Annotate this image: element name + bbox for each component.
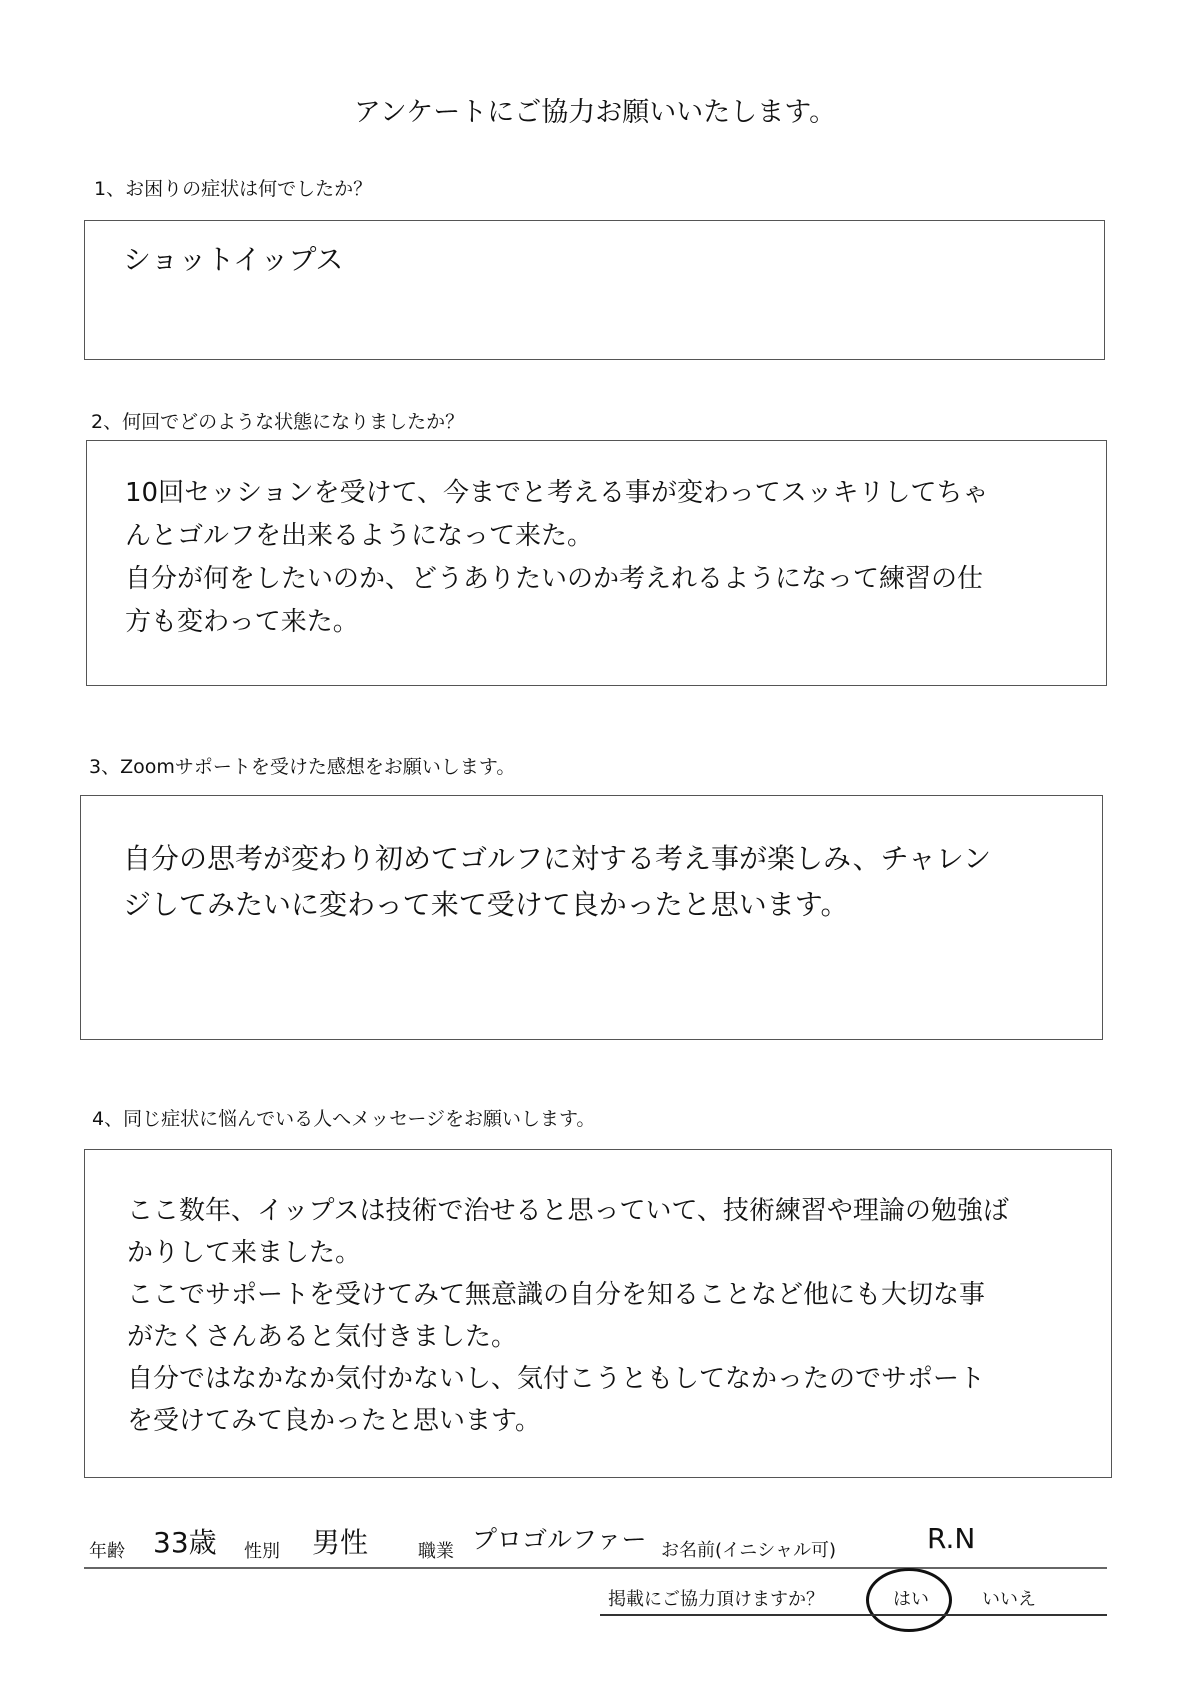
answer-line: 10回セッションを受けて、今までと考える事が変わってスッキリしてちゃ [125,478,989,508]
answer-line: 自分の思考が変わり初めてゴルフに対する考え事が楽しみ、チャレン [123,842,992,875]
age-value: 33歳 [153,1526,217,1559]
answer-4 [127,1190,1009,1442]
survey-title: アンケートにご協力お願いいたします。 [353,97,837,128]
question-4-label: 4、同じ症状に悩んでいる人へメッセージをお願いします。 [92,1108,596,1130]
question-3-label: 3、Zoomサポートを受けた感想をお願いします。 [89,756,516,778]
answer-line: ここ数年、イップスは技術で治せると思っていて、技術練習や理論の勉強ば [127,1196,1009,1226]
answer-2 [125,472,989,644]
selected-circle-mark [866,1568,952,1632]
age-label: 年齢 [89,1541,125,1562]
answer-line: ジしてみたいに変わって来て受けて良かったと思います。 [123,888,849,921]
answer-1 [123,238,343,281]
answer-line: かりして来ました。 [127,1238,362,1268]
gender-value: 男性 [312,1526,369,1559]
gender-label: 性別 [244,1541,280,1562]
question-2-label: 2、何回でどのような状態になりましたか？ [91,411,465,433]
answer-line: ここでサポートを受けてみて無意識の自分を知ることなど他にも大切な事 [127,1280,986,1310]
consent-underline [600,1614,1107,1616]
answer-line: 自分が何をしたいのか、どうありたいのか考えれるようになって練習の仕 [125,564,984,594]
consent-option-no[interactable]: いいえ [982,1589,1036,1610]
name-value: R.N [927,1522,976,1555]
consent-question: 掲載にご協力頂けますか？ [608,1589,824,1610]
profile-underline [84,1567,1107,1569]
answer-line: ショットイップス [123,243,344,276]
name-label: お名前(イニシャル可) [661,1540,836,1561]
answer-line: 方も変わって来た。 [125,607,359,637]
question-1-label: 1、お困りの症状は何でしたか？ [94,178,373,200]
answer-line: 自分ではなかなか気付かないし、気付こうともしてなかったのでサポート [127,1364,986,1394]
consent-option-yes[interactable]: はい [893,1589,929,1610]
answer-line: んとゴルフを出来るようになって来た。 [125,521,594,551]
job-label: 職業 [418,1541,454,1562]
answer-line: がたくさんあると気付きました。 [127,1322,518,1352]
answer-3 [123,836,991,928]
answer-line: を受けてみて良かったと思います。 [127,1406,541,1436]
job-value: プロゴルファー [472,1525,647,1554]
